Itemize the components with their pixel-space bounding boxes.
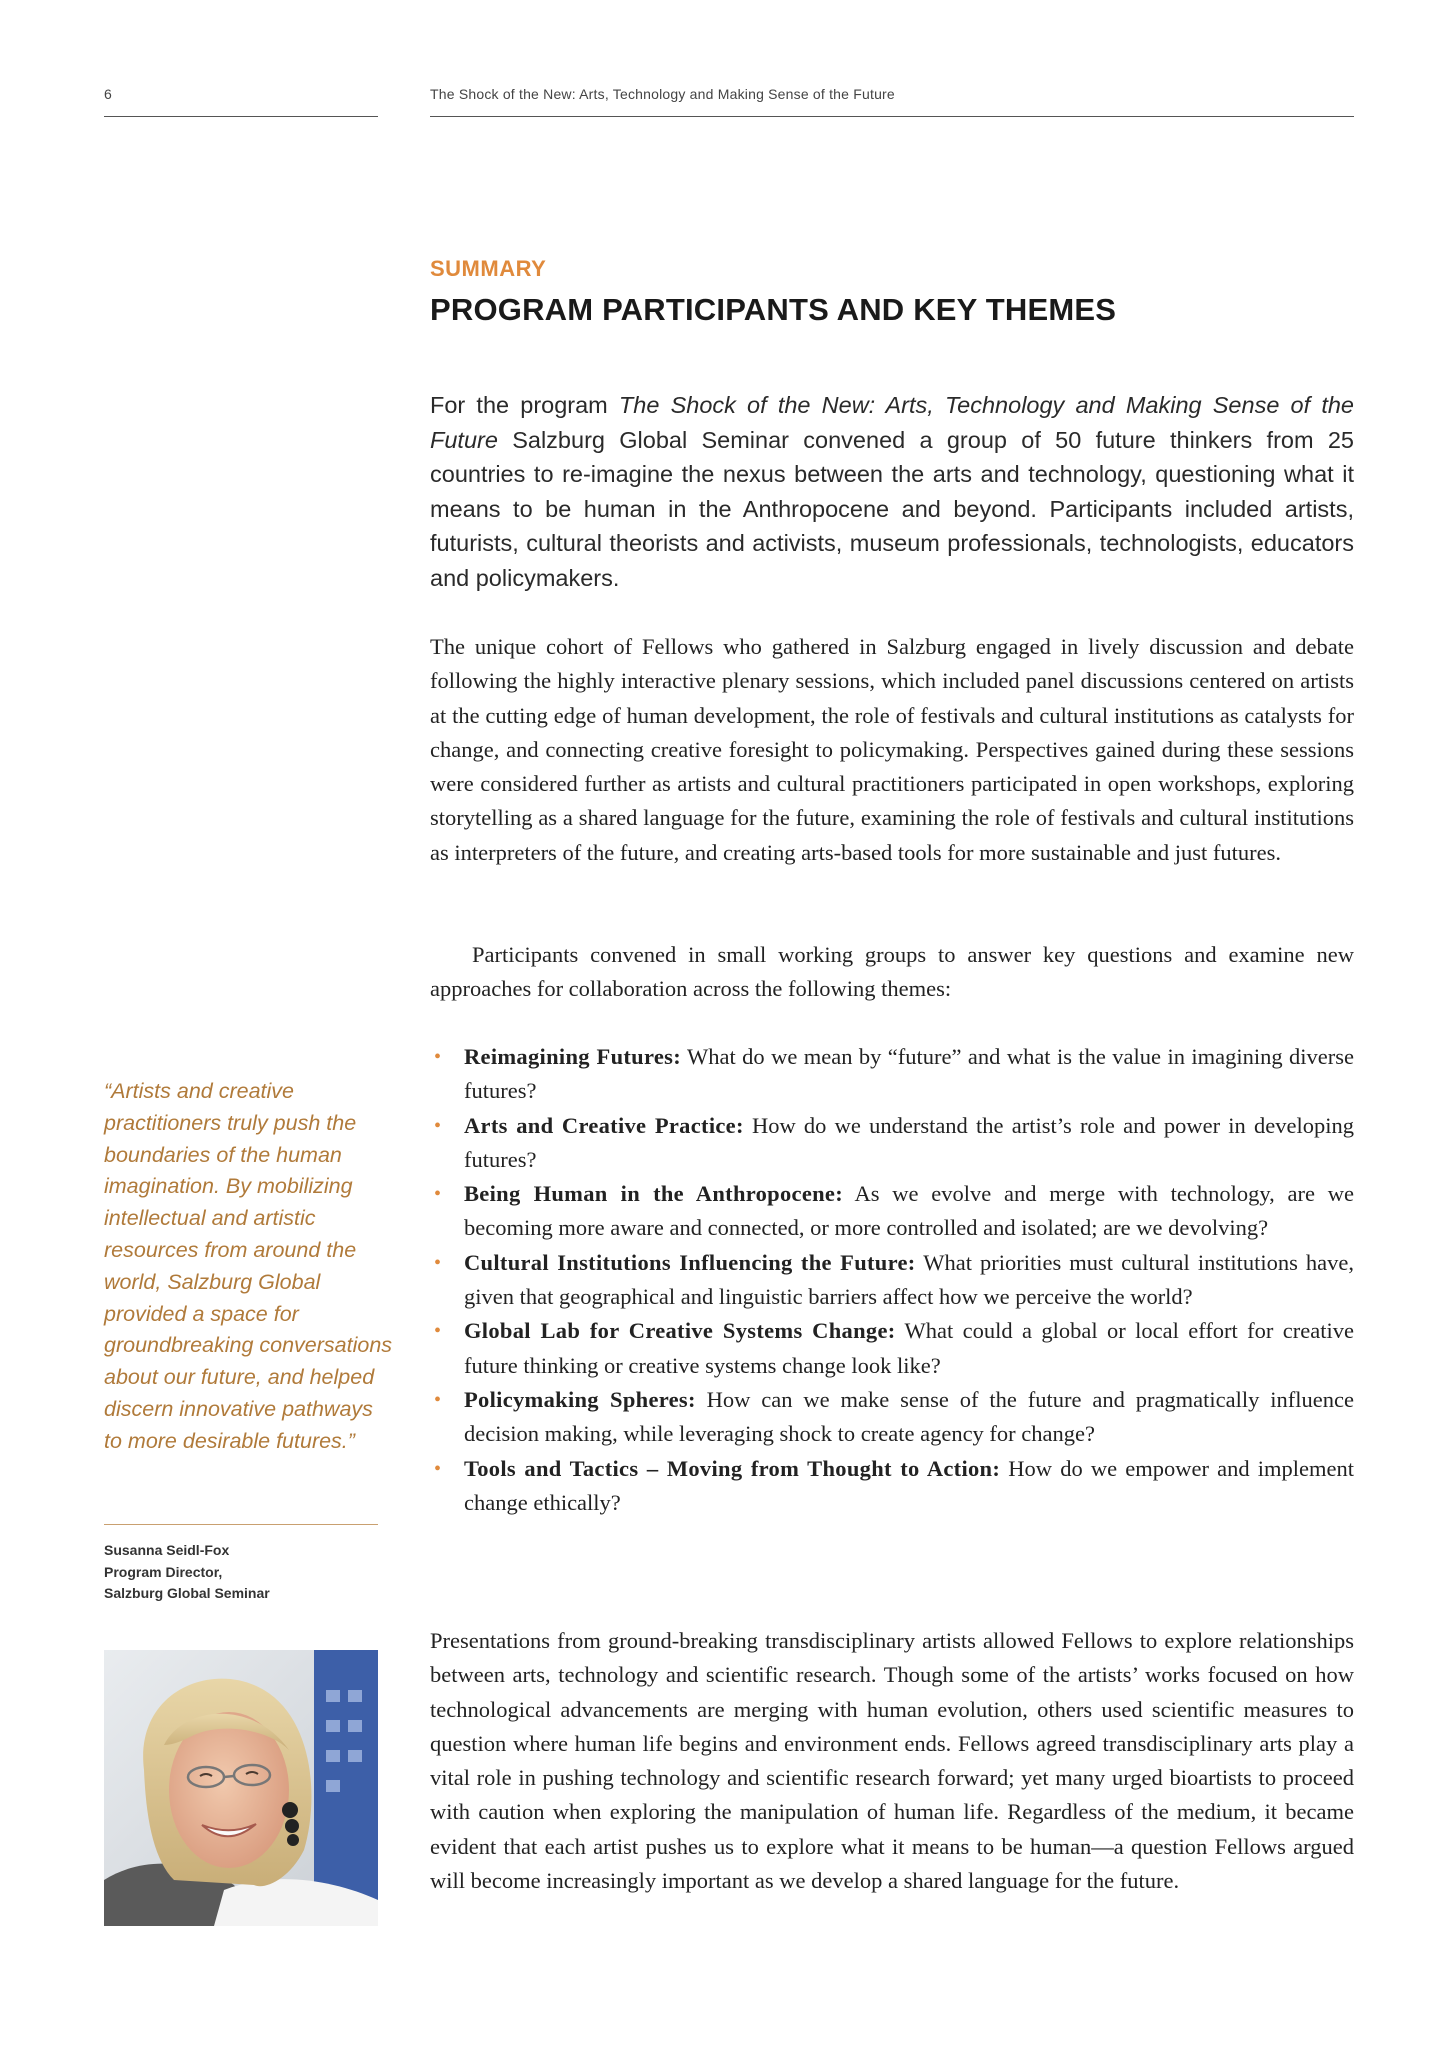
theme-name: Tools and Tactics – Moving from Thought to Action: bbox=[464, 1455, 1001, 1481]
theme-text: What could a global or local effort for creative future thinking or creative systems change look like? bbox=[464, 1318, 1354, 1378]
theme-name: Global Lab for Creative Systems Change: bbox=[464, 1318, 896, 1344]
theme-text: How do we empower and implement change ethically? bbox=[464, 1455, 1354, 1515]
bullet-icon: • bbox=[434, 1388, 442, 1411]
body-paragraph-2: Participants convened in small working groups to answer key questions and examine new approaches for collaboration across the following themes: bbox=[430, 942, 1354, 1002]
theme-item bbox=[430, 1040, 1354, 1109]
theme-name: Policymaking Spheres: bbox=[464, 1386, 696, 1412]
quote-attribution bbox=[104, 1540, 378, 1605]
bullet-icon: • bbox=[434, 1114, 442, 1137]
themes-list bbox=[430, 1040, 1354, 1520]
theme-name: Being Human in the Anthropocene: bbox=[464, 1181, 844, 1207]
intro-lead: For the program bbox=[430, 392, 619, 418]
speaker-photo bbox=[104, 1650, 378, 1926]
pull-quote: “Artists and creative practitioners truly push the boundaries of the human imagination. By mobilizing intellectual and artistic resources from around the world, Salzburg Global provided a space for groundbreaking conversations about our future, and helped discern innovative pathways to more desirable futures.” bbox=[104, 1079, 393, 1453]
theme-text: As we evolve and merge with technology, are we becoming more aware and connected, or more controlled and isolated; are we devolving? bbox=[464, 1181, 1354, 1241]
theme-text: How can we make sense of the future and pragmatically influence decision making, while leveraging shock to create agency for change? bbox=[464, 1386, 1354, 1447]
bullet-icon: • bbox=[434, 1183, 442, 1206]
theme-item bbox=[430, 1246, 1354, 1315]
body-paragraph-3: Presentations from ground-breaking transdisciplinary artists allowed Fellows to explore relationships between arts, technology and scientific research. Though some of the artists’ works focused on how technological advancements are merging with human evolution, others used scientific measures to question where human life begins and environment ends. Fellows agreed transdisciplinary arts play a vital role in pushing technology and scientific research forward; yet many urged bioartists to proceed with caution when exploring the manipulation of human life. Regardless of the medium, it became evident that each artist pushes us to explore what it means to be human—a question Fellows argued will become increasingly important as we develop a shared language for the future. bbox=[430, 1628, 1354, 1894]
section-kicker: SUMMARY bbox=[430, 256, 547, 281]
theme-text: How do we understand the artist’s role and power in developing futures? bbox=[464, 1112, 1354, 1172]
header-rule-left bbox=[104, 116, 378, 117]
bullet-icon: • bbox=[434, 1251, 442, 1274]
theme-name: Arts and Creative Practice: bbox=[464, 1112, 744, 1138]
program-title: The Shock of the New: Arts, Technology and Making Sense of the Future bbox=[430, 392, 1354, 453]
intro-rest: Salzburg Global Seminar convened a group of 50 future thinkers from 25 countries to re-imagine the nexus between the arts and technology, questioning what it means to be human in the Anthropocene and beyond. Participants included artists, futurists, cultural theorists and activists, museum professionals, technologists, educators and policymakers. bbox=[430, 426, 1354, 591]
theme-name: Reimagining Futures: bbox=[464, 1044, 682, 1069]
theme-item bbox=[430, 1383, 1354, 1452]
page-number: 6 bbox=[104, 86, 112, 102]
running-header: The Shock of the New: Arts, Technology and Making Sense of the Future bbox=[430, 86, 895, 102]
header-rule-right bbox=[430, 116, 1354, 117]
bullet-icon: • bbox=[434, 1457, 442, 1480]
body-paragraph-1: The unique cohort of Fellows who gathered in Salzburg engaged in lively discussion and debate following the highly interactive plenary sessions, which included panel discussions centered on artists at the cutting edge of human development, the role of festivals and cultural institutions as catalysts for change, and connecting creative foresight to policymaking. Perspectives gained during these sessions were considered further as artists and cultural practitioners participated in open workshops, exploring storytelling as a shared language for the future, examining the role of festivals and cultural institutions as interpreters of the future, and creating arts-based tools for more sustainable and just futures. bbox=[430, 634, 1354, 865]
theme-text: What priorities must cultural institutions have, given that geographical and linguistic barriers affect how we perceive the world? bbox=[464, 1249, 1354, 1310]
theme-text: What do we mean by “future” and what is the value in imagining diverse futures? bbox=[464, 1044, 1354, 1104]
theme-item bbox=[430, 1177, 1354, 1246]
portrait-image bbox=[104, 1650, 378, 1926]
attribution-org: Salzburg Global Seminar bbox=[104, 1585, 270, 1601]
theme-item bbox=[430, 1314, 1354, 1383]
theme-item bbox=[430, 1452, 1354, 1521]
attribution-role: Program Director, bbox=[104, 1563, 223, 1580]
bullet-icon: • bbox=[434, 1320, 442, 1343]
attribution-name: Susanna Seidl-Fox bbox=[104, 1542, 230, 1558]
page-title: PROGRAM PARTICIPANTS AND KEY THEMES bbox=[430, 292, 1117, 327]
intro-paragraph bbox=[430, 388, 1354, 595]
quote-divider bbox=[104, 1524, 378, 1525]
bullet-icon: • bbox=[434, 1046, 442, 1068]
theme-item bbox=[430, 1109, 1354, 1178]
theme-name: Cultural Institutions Influencing the Future: bbox=[464, 1249, 916, 1275]
